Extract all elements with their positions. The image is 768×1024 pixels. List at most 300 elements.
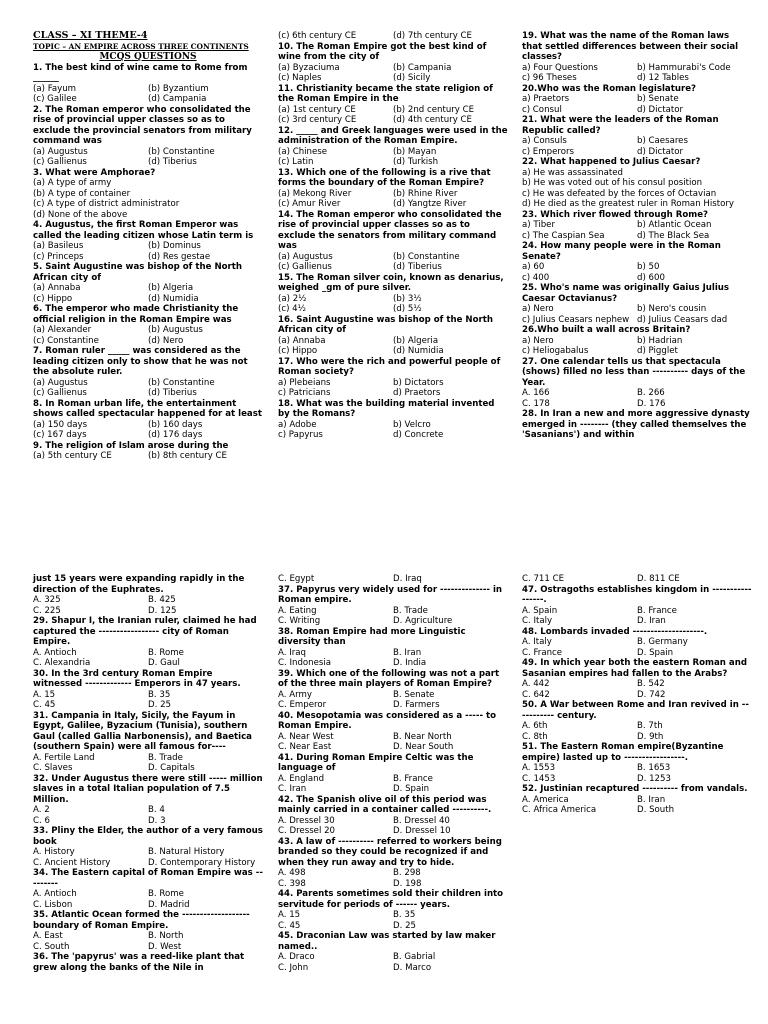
answer-option: A. History <box>33 847 75 857</box>
answer-option: (c) 3rd century CE <box>278 115 357 125</box>
answer-option: C. 398 <box>278 878 306 889</box>
answer-option: A. 15 <box>33 689 56 700</box>
answer-option: A. 1553 <box>522 763 556 773</box>
answer-option: a) Nero <box>522 335 554 346</box>
answer-option: (b) Rhine River <box>393 188 458 199</box>
answer-options-row <box>522 606 752 617</box>
answer-option: B. Gabrial <box>393 952 436 962</box>
answer-option: A. America <box>522 794 569 805</box>
answer-options-row <box>33 147 263 158</box>
question-text: 42. The Spanish olive oil of this period was mainly carried in a container called ----------. <box>278 794 492 815</box>
answer-options-row <box>33 900 263 911</box>
answer-options-row <box>522 105 752 116</box>
answer-option: D. 198 <box>393 878 422 889</box>
answer-options-row <box>522 574 752 585</box>
question-text: 29. Shapur I, the Iranian ruler, claimed he had captured the ----------------- city of Roman Empire. <box>33 616 257 647</box>
answer-option: (a) Mekong River <box>278 188 352 199</box>
answer-option: D. Iran <box>637 616 666 626</box>
answer-options-row <box>278 774 508 785</box>
answer-option: (b) Augustus <box>148 325 203 335</box>
answer-option: D. Iraq <box>393 574 422 584</box>
answer-options-row <box>33 805 263 816</box>
answer-option: c) He was defeated by the forces of Octavian <box>522 188 717 199</box>
answer-option: c) The Caspian Sea <box>522 230 605 241</box>
answer-option: B. 4 <box>148 805 165 815</box>
answer-option: D. 25 <box>148 700 172 710</box>
answer-option: (c) Galilee <box>33 94 77 104</box>
answer-option: C. Slaves <box>33 763 73 773</box>
question-text: just 15 years were expanding rapidly in the direction of the Euphrates. <box>33 574 245 595</box>
answer-option: A. Italy <box>522 637 552 647</box>
answer-option: B. 298 <box>393 868 421 878</box>
top-column-1 <box>33 31 263 462</box>
answer-option: a) Consuls <box>522 136 567 146</box>
question-text: 48. Lombards invaded --------------------. <box>522 626 708 637</box>
answer-option: B. North <box>148 931 184 941</box>
answer-option: (d) Numidia <box>148 293 199 304</box>
answer-option: (b) 8th century CE <box>148 451 227 461</box>
answer-options-row <box>278 252 508 263</box>
answer-option: (d) 7th century CE <box>393 31 472 41</box>
answer-options-row <box>522 732 752 743</box>
answer-options-row <box>278 606 508 617</box>
answer-options-row <box>33 753 263 764</box>
answer-option: (d) Tiberius <box>148 388 197 398</box>
answer-options-row <box>33 252 263 263</box>
answer-option: (b) Algeria <box>148 283 194 293</box>
answer-options-row <box>522 616 752 627</box>
answer-option: (c) 167 days <box>33 430 87 440</box>
question-text: 32. Under Augustus there were still ----- million slaves in a total Italian population of 7.5 Million. <box>33 773 263 805</box>
question-text: 4. Augustus, the first Roman Emperor was called the leading citizen whose Latin term is <box>33 220 254 241</box>
answer-option: B. Iran <box>637 794 666 805</box>
answer-option: D. Agriculture <box>393 616 453 626</box>
answer-option: (c) Hippo <box>278 346 318 356</box>
answer-option: (b) 3½ <box>393 293 422 304</box>
answer-option: (a) Byzaciuma <box>278 62 340 73</box>
answer-option: d) 12 Tables <box>637 73 689 83</box>
answer-option: A. Antioch <box>33 889 77 899</box>
answer-option: b) Atlantic Ocean <box>637 220 712 230</box>
question-text: 52. Justinian recaptured ---------- from vandals. <box>522 784 748 794</box>
answer-options-row <box>278 31 508 42</box>
answer-option: A. Eating <box>278 605 317 616</box>
answer-options-row <box>278 868 508 879</box>
question-text: 1. The best kind of wine came to Rome from ______ <box>33 62 248 83</box>
answer-option: A. Army <box>278 689 312 700</box>
top-column-3 <box>522 31 752 441</box>
answer-option: (a) A type of army <box>33 178 112 188</box>
answer-option: d) Praetors <box>393 388 441 398</box>
answer-option: D. Gaul <box>148 658 180 668</box>
answer-option: a) Adobe <box>278 419 317 430</box>
answer-option: A. Dressel 30 <box>278 815 335 826</box>
answer-option: D. South <box>637 805 675 815</box>
question-text: 44. Parents sometimes sold their children into servitude for periods of ------ years. <box>278 889 504 910</box>
answer-option: D. India <box>393 658 427 668</box>
question-text: 49. In which year both the eastern Roman and Sasanian empires had fallen to the Arabs? <box>522 658 747 679</box>
answer-options-row <box>278 157 508 168</box>
answer-option: d) Julius Ceasars dad <box>637 314 728 325</box>
answer-option: (d) Tiberius <box>148 157 197 167</box>
question-text: 23. Which river flowed through Rome? <box>522 209 709 220</box>
question-text: 22. What happened to Julius Caesar? <box>522 157 701 167</box>
answer-options-row <box>522 273 752 284</box>
answer-option: B. Near North <box>393 731 452 742</box>
answer-options-row <box>33 816 263 827</box>
answer-options-row <box>278 732 508 743</box>
answer-option: B. Trade <box>393 605 428 616</box>
answer-option: (b) Constantine <box>393 251 460 262</box>
answer-option: (c) Princeps <box>33 251 84 262</box>
answer-options-row <box>522 690 752 701</box>
answer-options-row <box>278 73 508 84</box>
answer-options-row <box>278 700 508 711</box>
answer-option: A. Fertile Land <box>33 752 95 763</box>
answer-option: D. 125 <box>148 605 177 616</box>
answer-options-row <box>33 430 263 441</box>
question-text: 10. The Roman Empire got the best kind of wine from the city of <box>278 41 487 62</box>
bottom-column-1 <box>33 574 263 973</box>
answer-option: b) Hadrian <box>637 335 683 346</box>
answer-option: C. Indonesia <box>278 658 332 668</box>
answer-options-row <box>278 816 508 827</box>
answer-option: A. 498 <box>278 868 306 878</box>
answer-options-row <box>522 648 752 659</box>
answer-options-row <box>33 648 263 659</box>
question-text: 16. Saint Augustine was bishop of the North African city of <box>278 314 493 335</box>
answer-option: (b) Byzantium <box>148 83 209 94</box>
answer-option: B. 542 <box>637 679 665 689</box>
answer-options-row <box>522 721 752 732</box>
question-text: 8. In Roman urban life, the entertainment shows called spectacular happened for at least <box>33 398 262 419</box>
answer-option: D. 176 <box>637 398 666 409</box>
answer-option: A. Antioch <box>33 647 77 658</box>
answer-option: (d) Numidia <box>393 346 444 356</box>
answer-options-row <box>278 388 508 399</box>
bottom-column-2 <box>278 574 508 973</box>
question-text: 5. Saint Augustine was bishop of the North African city of <box>33 262 242 283</box>
answer-option: A. 166 <box>522 388 550 398</box>
answer-options-row <box>522 399 752 410</box>
answer-option: (d) Turkish <box>393 157 439 167</box>
answer-options-row <box>522 262 752 273</box>
answer-options-row <box>278 658 508 669</box>
answer-options-row <box>33 241 263 252</box>
answer-option: (a) Fayum <box>33 83 77 94</box>
answer-option: D. 742 <box>637 689 666 700</box>
answer-option: D. Spain <box>637 647 674 658</box>
answer-option: C. Emperor <box>278 700 327 710</box>
answer-option: (d) Sicily <box>393 73 431 83</box>
answer-option: b) He was voted out of his consul position <box>522 178 703 188</box>
answer-options-row <box>33 606 263 617</box>
answer-options-row <box>522 774 752 785</box>
question-text: 39. Which one of the following was not a part of the three main players of Roman Empire? <box>278 668 500 689</box>
answer-options-row <box>278 879 508 890</box>
answer-option: C. Lisbon <box>33 899 73 910</box>
answer-option: c) Julius Ceasars nephew <box>522 314 630 325</box>
bottom-column-3 <box>522 574 752 816</box>
answer-options-row <box>278 574 508 585</box>
answer-option: D. Contemporary History <box>148 857 256 868</box>
answer-option: (d) Yangtze River <box>393 199 467 209</box>
answer-option: c) Patricians <box>278 388 331 398</box>
answer-option: D. 1253 <box>637 773 671 784</box>
answer-option: (c) Gallienus <box>278 262 332 272</box>
answer-option: C. 6 <box>33 815 50 826</box>
answer-option: (a) 5th century CE <box>33 451 112 461</box>
question-text: 51. The Eastern Roman empire(Byzantine empire) lasted up to -----------------. <box>522 742 724 763</box>
answer-options-row <box>522 679 752 690</box>
question-text: 38. Roman Empire had more Linguistic diversity than <box>278 626 466 647</box>
answer-option: (b) 160 days <box>148 419 203 430</box>
answer-option: a) He was assassinated <box>522 167 623 178</box>
answer-options-row <box>278 378 508 389</box>
answer-options-row <box>278 294 508 305</box>
answer-option: B. Natural History <box>148 847 225 857</box>
answer-option: C. 45 <box>33 700 56 710</box>
answer-option: (d) Res gestae <box>148 251 211 262</box>
answer-option: B. Iran <box>393 647 422 658</box>
question-text: 36. The 'papyrus' was a reed-like plant that grew along the banks of the Nile in <box>33 952 245 973</box>
answer-option: a) Tiber <box>522 220 555 230</box>
answer-option: B. France <box>637 605 677 616</box>
answer-option: (b) 2nd century CE <box>393 104 475 115</box>
question-text: 26.Who built a wall across Britain? <box>522 325 691 335</box>
answer-option: A. 442 <box>522 679 550 689</box>
answer-option: (c) Hippo <box>33 293 73 304</box>
answer-option: d) 600 <box>637 272 665 283</box>
answer-option: D. Near South <box>393 742 454 752</box>
answer-option: b) Senate <box>637 94 679 104</box>
answer-option: a) Praetors <box>522 94 570 104</box>
answer-options-row <box>278 742 508 753</box>
answer-option: D. Capitals <box>148 763 195 773</box>
answer-option: c) Emperors <box>522 146 574 157</box>
answer-options-row <box>33 157 263 168</box>
question-text: 34. The Eastern capital of Roman Empire was --------- <box>33 868 263 889</box>
answer-options-row <box>278 952 508 963</box>
answer-option: A. Near West <box>278 731 334 742</box>
answer-option: d) Dictator <box>637 146 684 157</box>
question-text: 3. What were Amphorae? <box>33 167 156 178</box>
answer-option: C. Africa America <box>522 805 597 815</box>
answer-option: c) 400 <box>522 272 550 283</box>
answer-option: b) 50 <box>637 262 660 272</box>
answer-options-row <box>522 637 752 648</box>
answer-options-row <box>33 94 263 105</box>
answer-option: (d) 4th century CE <box>393 115 472 125</box>
answer-option: B. 1653 <box>637 763 671 773</box>
answer-options-row <box>522 795 752 806</box>
answer-option: (c) A type of district administrator <box>33 199 180 209</box>
answer-options-row <box>278 430 508 441</box>
answer-option: C. 178 <box>522 398 550 409</box>
answer-option: C. France <box>522 647 563 658</box>
question-text: 21. What were the leaders of the Roman Republic called? <box>522 115 719 136</box>
question-text: 41. During Roman Empire Celtic was the language of <box>278 752 474 773</box>
question-text: 15. The Roman silver coin, known as denarius, weighed _gm of pure silver. <box>278 272 504 293</box>
section-heading: MCQS QUESTIONS <box>99 52 197 62</box>
answer-option: B. Rome <box>148 889 184 899</box>
answer-option: d) Pigglet <box>637 346 678 356</box>
answer-options-row <box>278 963 508 974</box>
answer-option: A. England <box>278 773 325 784</box>
answer-option: (a) Alexander <box>33 325 92 335</box>
answer-options-row <box>522 805 752 816</box>
question-text: 17. Who were the rich and powerful people of Roman society? <box>278 356 501 377</box>
answer-options-row <box>522 763 752 774</box>
answer-options-row <box>33 858 263 869</box>
answer-options-row <box>278 147 508 158</box>
answer-option: B. Dressel 40 <box>393 815 450 826</box>
question-text: 43. A law of ---------- referred to workers being branded so they could be recognized if and when they run away and try to hide. <box>278 836 502 868</box>
answer-option: B. Trade <box>148 752 183 763</box>
answer-options-row <box>33 690 263 701</box>
answer-option: D. West <box>148 941 182 952</box>
answer-option: (c) 6th century CE <box>278 31 357 41</box>
answer-option: A. 325 <box>33 595 61 605</box>
answer-options-row <box>278 63 508 74</box>
answer-options-row <box>522 346 752 357</box>
answer-options-row <box>522 304 752 315</box>
answer-option: (c) Constantine <box>33 335 99 346</box>
answer-option: C. 8th <box>522 731 548 742</box>
question-text: 30. In the 3rd century Roman Empire witnessed ------------- Emperors in 47 years. <box>33 668 241 689</box>
answer-option: (d) 5½ <box>393 304 422 314</box>
answer-option: B. Senate <box>393 689 435 700</box>
answer-option: C. Iran <box>278 784 307 794</box>
answer-option: B. 35 <box>393 910 416 920</box>
answer-option: A. Draco <box>278 952 315 962</box>
answer-option: b) Caesares <box>637 136 688 146</box>
answer-options-row <box>522 63 752 74</box>
answer-options-row <box>33 700 263 711</box>
answer-option: D. Farmers <box>393 700 440 710</box>
answer-option: d) He died as the greatest ruler in Roman History <box>522 199 734 209</box>
question-text: 35. Atlantic Ocean formed the ------------------- boundary of Roman Empire. <box>33 910 250 931</box>
answer-option: C. Alexandria <box>33 658 91 668</box>
question-text: 9. The religion of Islam arose during the <box>33 440 229 451</box>
answer-options-row <box>278 648 508 659</box>
answer-options-row <box>33 378 263 389</box>
question-text: 18. What was the building material invented by the Romans? <box>278 398 495 419</box>
answer-option: (b) A type of container <box>33 188 131 199</box>
answer-option: d) The Black Sea <box>637 230 710 241</box>
answer-options-row <box>278 910 508 921</box>
answer-option: C. Italy <box>522 616 553 626</box>
answer-option: D. Marco <box>393 962 432 973</box>
answer-option: b) Nero's cousin <box>637 304 707 314</box>
question-text: 6. The emperor who made Christianity the official religion in the Roman Empire was <box>33 304 239 325</box>
answer-option: b) Velcro <box>393 419 431 430</box>
answer-option: C. Near East <box>278 742 332 752</box>
answer-option: (b) Campania <box>393 62 452 73</box>
answer-options-row <box>278 826 508 837</box>
top-column-2 <box>278 31 508 441</box>
answer-option: (a) Annaba <box>33 283 81 293</box>
answer-option: (d) Nero <box>148 335 184 346</box>
answer-option: B. 35 <box>148 689 171 700</box>
question-text: 45. Draconian Law was started by law maker named.. <box>278 931 496 952</box>
answer-option: (d) 176 days <box>148 430 203 440</box>
answer-option: (c) Gallienus <box>33 157 87 167</box>
answer-option: (c) Naples <box>278 73 322 83</box>
answer-option: D. Madrid <box>148 899 190 910</box>
answer-option: (c) Gallienus <box>33 388 87 398</box>
answer-options-row <box>278 616 508 627</box>
answer-option: A. 6th <box>522 721 548 731</box>
answer-option: a) Nero <box>522 304 554 314</box>
question-text: 11. Christianity became the state religion of the Roman Empire in the <box>278 83 493 104</box>
answer-option: A. East <box>33 931 63 941</box>
answer-option: D. 9th <box>637 731 664 742</box>
answer-option: C. John <box>278 962 309 973</box>
question-text: 37. Papyrus very widely used for -------------- in Roman empire. <box>278 584 503 605</box>
answer-options-row <box>522 315 752 326</box>
topic-heading: TOPIC – AN EMPIRE ACROSS THREE CONTINENTS <box>33 41 249 51</box>
answer-option: D. Spain <box>393 784 430 794</box>
answer-options-row <box>278 189 508 200</box>
answer-options-row <box>278 690 508 701</box>
answer-option: D. Dressel 10 <box>393 826 451 836</box>
answer-option: B. France <box>393 773 433 784</box>
answer-options-row <box>33 336 263 347</box>
answer-option: (d) Campania <box>148 94 207 104</box>
answer-options-row <box>522 336 752 347</box>
answer-option: C. Writing <box>278 616 321 626</box>
answer-options-row <box>278 420 508 431</box>
question-text: 33. Pliny the Elder, the author of a very famous book <box>33 826 263 847</box>
question-text: 50. A War between Rome and Iran revived in ----------- century. <box>522 700 749 721</box>
answer-option: (a) Augustus <box>33 146 88 157</box>
answer-option: d) Concrete <box>393 430 444 440</box>
question-text: 28. In Iran a new and more aggressive dynasty emerged in -------- (they called themselves the 'Sasanians') and within <box>522 409 750 440</box>
answer-option: D. 3 <box>148 815 166 826</box>
answer-option: C. 45 <box>278 920 301 931</box>
answer-options-row <box>278 304 508 315</box>
answer-options-row <box>278 336 508 347</box>
answer-options-row <box>33 283 263 294</box>
answer-option: (a) Annaba <box>278 335 326 346</box>
answer-options-row <box>278 921 508 932</box>
answer-options-row <box>33 763 263 774</box>
answer-options-row <box>278 105 508 116</box>
answer-options-row <box>33 847 263 858</box>
answer-option: (b) Mayan <box>393 146 437 157</box>
question-text: 47. Ostragoths establishes kingdom in -----------------. <box>522 584 752 605</box>
answer-option: C. South <box>33 941 70 952</box>
answer-option: (a) Augustus <box>278 251 333 262</box>
answer-options-row <box>33 388 263 399</box>
class-theme-heading: CLASS – XI THEME-4 <box>33 30 148 41</box>
question-text: 14. The Roman emperor who consolidated the rise of provincial upper classes so as to exclude the senators from military command was <box>278 209 502 251</box>
answer-options-row <box>33 294 263 305</box>
answer-options-row <box>278 115 508 126</box>
answer-option: B. 7th <box>637 721 663 731</box>
answer-option: (b) Dominus <box>148 241 201 251</box>
question-text: 24. How many people were in the Roman Senate? <box>522 241 721 262</box>
answer-options-row <box>522 73 752 84</box>
answer-options-row <box>33 595 263 606</box>
answer-option: (a) 1st century CE <box>278 104 356 115</box>
answer-option: c) Consul <box>522 104 562 115</box>
answer-option: (d) Tiberius <box>393 262 442 272</box>
answer-option: B. Germany <box>637 637 688 647</box>
answer-option: B. 266 <box>637 388 665 398</box>
answer-option: C. Ancient History <box>33 857 111 868</box>
